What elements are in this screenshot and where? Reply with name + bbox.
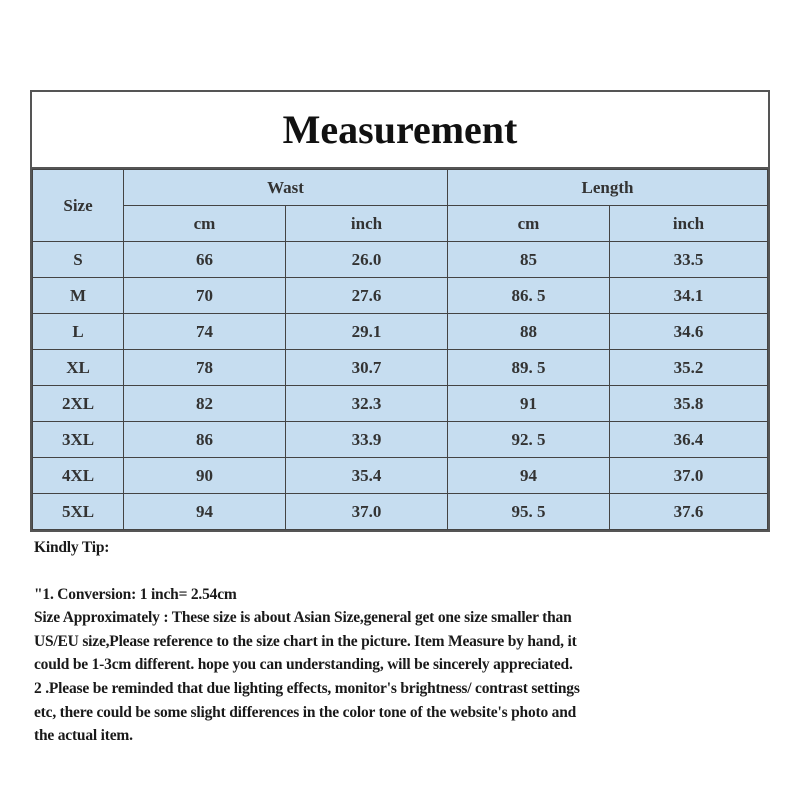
- value-cell: 91: [448, 386, 610, 422]
- header-unit: inch: [286, 206, 448, 242]
- size-cell: XL: [33, 350, 124, 386]
- table-row: [33, 494, 768, 530]
- value-cell: 36.4: [610, 422, 768, 458]
- value-cell: 34.1: [610, 278, 768, 314]
- table-row: [33, 242, 768, 278]
- value-cell: 82: [124, 386, 286, 422]
- value-cell: 29.1: [286, 314, 448, 350]
- size-cell: M: [33, 278, 124, 314]
- tip-line: etc, there could be some slight differences in the color tone of the website's photo and: [34, 703, 577, 721]
- header-row-groups: [33, 170, 768, 206]
- value-cell: 88: [448, 314, 610, 350]
- value-cell: 86: [124, 422, 286, 458]
- table-row: [33, 314, 768, 350]
- value-cell: 35.4: [286, 458, 448, 494]
- value-cell: 26.0: [286, 242, 448, 278]
- value-cell: 33.5: [610, 242, 768, 278]
- value-cell: 92. 5: [448, 422, 610, 458]
- value-cell: 66: [124, 242, 286, 278]
- tip-line: 2 .Please be reminded that due lighting effects, monitor's brightness/ contrast settings: [34, 679, 580, 697]
- value-cell: 32.3: [286, 386, 448, 422]
- tip-line: "1. Conversion: 1 inch= 2.54cm: [34, 585, 237, 603]
- tip-line: the actual item.: [34, 727, 133, 745]
- size-chart: [30, 90, 770, 532]
- tip-line: could be 1-3cm different. hope you can understanding, will be sincerely appreciated.: [34, 656, 573, 674]
- value-cell: 78: [124, 350, 286, 386]
- tip-heading: Kindly Tip:: [34, 539, 110, 556]
- value-cell: 94: [124, 494, 286, 530]
- kindly-tip: [34, 536, 774, 748]
- header-size: Size: [33, 170, 124, 242]
- value-cell: 85: [448, 242, 610, 278]
- size-cell: 3XL: [33, 422, 124, 458]
- header-unit: cm: [124, 206, 286, 242]
- table-row: [33, 278, 768, 314]
- size-cell: 2XL: [33, 386, 124, 422]
- value-cell: 34.6: [610, 314, 768, 350]
- size-table: [32, 169, 768, 530]
- value-cell: 95. 5: [448, 494, 610, 530]
- value-cell: 89. 5: [448, 350, 610, 386]
- table-row: [33, 386, 768, 422]
- header-unit: inch: [610, 206, 768, 242]
- value-cell: 35.2: [610, 350, 768, 386]
- header-row-units: [33, 206, 768, 242]
- value-cell: 74: [124, 314, 286, 350]
- table-row: [33, 422, 768, 458]
- size-cell: S: [33, 242, 124, 278]
- size-cell: 5XL: [33, 494, 124, 530]
- value-cell: 94: [448, 458, 610, 494]
- size-cell: 4XL: [33, 458, 124, 494]
- tip-line: US/EU size,Please reference to the size chart in the picture. Item Measure by hand, it: [34, 632, 577, 650]
- tip-line: Size Approximately : These size is about Asian Size,general get one size smaller than: [34, 609, 572, 627]
- chart-title: Measurement: [32, 92, 768, 169]
- header-unit: cm: [448, 206, 610, 242]
- value-cell: 90: [124, 458, 286, 494]
- size-cell: L: [33, 314, 124, 350]
- value-cell: 30.7: [286, 350, 448, 386]
- value-cell: 27.6: [286, 278, 448, 314]
- header-length: Length: [448, 170, 768, 206]
- value-cell: 37.0: [610, 458, 768, 494]
- table-row: [33, 458, 768, 494]
- value-cell: 33.9: [286, 422, 448, 458]
- value-cell: 35.8: [610, 386, 768, 422]
- value-cell: 86. 5: [448, 278, 610, 314]
- table-row: [33, 350, 768, 386]
- value-cell: 70: [124, 278, 286, 314]
- value-cell: 37.6: [610, 494, 768, 530]
- header-waist: Wast: [124, 170, 448, 206]
- value-cell: 37.0: [286, 494, 448, 530]
